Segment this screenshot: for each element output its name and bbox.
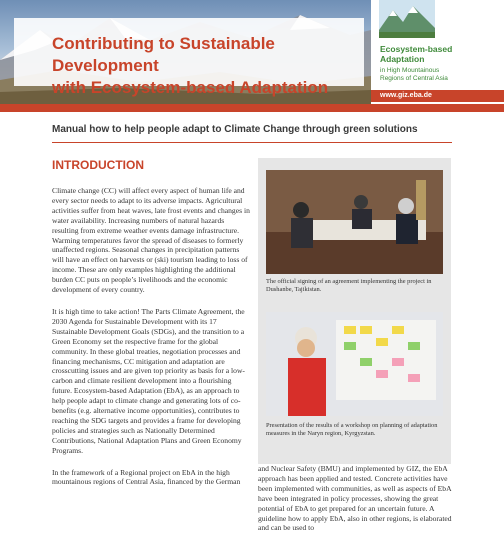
workshop-presentation-photo [266, 312, 443, 416]
intro-paragraph: It is high time to take action! The Parts Climate Agreement, the 2030 Agenda for Sustainable Development with its 17 Sustainable Development Goals (SDGs), and the transition to a Green Economy set the respective frame for the global community. In these global treaties, negotiation processes and financing mechanisms, CC mitigation and adaptation are crosscutting issues and are given top priority as basis for a low-carbon and climate resilient development into a flourishing future. Ecosystem-based Adaptation (EbA), as an approach to help people adapt to climate change and generating lots of co-benefits (e.g. alternative income opportunities), contributes to reaching the SDG targets and provides a frame for developing policies and strategies such as Nationally Determined Contributions, National Adaptation Plans and Green Economy Programs. [52, 306, 245, 455]
brand-sub-line-2: Regions of Central Asia [380, 75, 448, 82]
photo-caption: The official signing of an agreement implementing the project in Dushanbe, Tajikistan. [266, 278, 432, 294]
photo-caption: Presentation of the results of a workshop on planning of adaptation measures in the Naryn region, Kyrgyzstan. [266, 422, 438, 438]
title-line-1: Contributing to Sustainable Development [52, 34, 275, 75]
signing-ceremony-photo [266, 170, 443, 274]
intro-text-column [52, 186, 252, 499]
brand-subtitle [380, 67, 490, 83]
mountain-landscape-icon [379, 0, 435, 38]
page-title [52, 33, 372, 99]
intro-paragraph: Climate change (CC) will affect every aspect of human life and every sector needs to adapt to its adverse impacts. Agricultural activities suffer from heat waves, late frost events and changes in water availability. Increasing numbers of natural hazards resulting from extreme weather events damage infrastructure. Warming temperatures favor the spread of diseases to formerly unaffected regions. Seasonal changes in precipitation patterns will have an effect on harvests or (ski) tourism leading to loss of income. These are only examples highlighting the additional burden CC puts on people’s livelihoods and the economic development of every country. [52, 186, 250, 295]
document-subtitle: Manual how to help people adapt to Climate Change through green solutions [52, 124, 418, 135]
intro-paragraph: In the framework of a Regional project on EbA in the high mountainous regions of Central Asia, financed by the German [52, 467, 241, 487]
title-line-2: with Ecosystem-based Adaptation [52, 78, 329, 97]
brand-name [380, 44, 490, 64]
accent-stripe [0, 104, 504, 112]
section-heading-introduction: INTRODUCTION [52, 158, 144, 172]
brand-sub-line-1: in High Mountainous [380, 67, 440, 74]
brand-name-line-1: Ecosystem-based [380, 44, 453, 54]
brand-name-line-2: Adaptation [380, 54, 425, 64]
divider [52, 142, 452, 143]
website-url[interactable]: www.giz.eba.de [380, 92, 432, 99]
right-column-text: and Nuclear Safety (BMU) and implemented by GIZ, the EbA approach has been applied and tested. Concrete activities have been implemented with communities, as well as aspects of EbA have been integrated in policy processes, showing the great potential of EbA to get prepared for an uncertain future. A guideline how to apply EbA, also in other regions, is elaborated and can be used to [258, 464, 452, 533]
